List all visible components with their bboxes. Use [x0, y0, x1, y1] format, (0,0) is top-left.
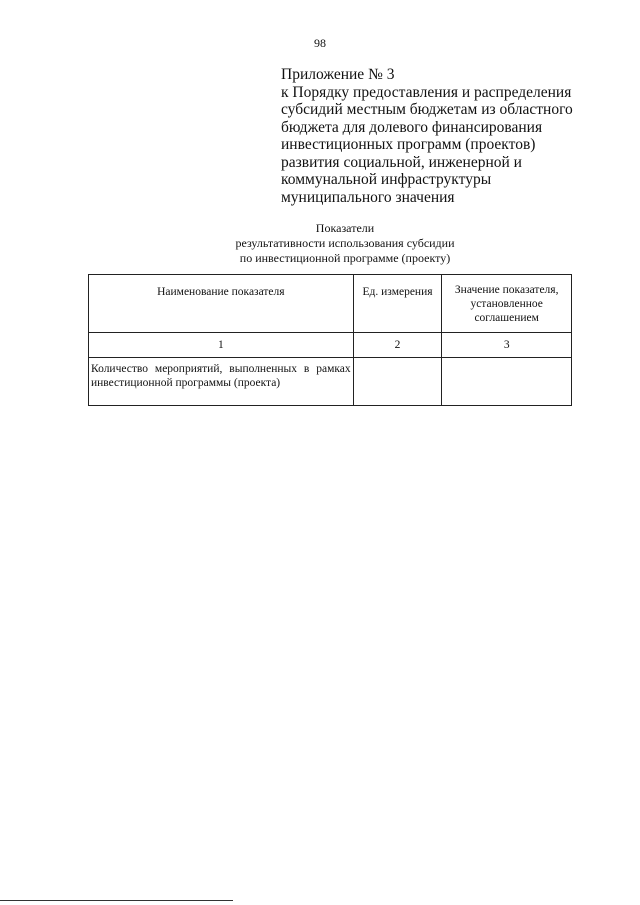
table-header-row: [89, 275, 572, 333]
header-value: [442, 275, 572, 333]
header-value-label: [442, 275, 571, 325]
appendix-line: к Порядку предоставления и распределения: [281, 83, 572, 101]
row-unit: [353, 358, 442, 406]
footer-divider: [0, 900, 233, 901]
appendix-line: инвестиционных программ (проектов): [281, 136, 536, 153]
header-unit: [353, 275, 442, 333]
header-unit-label: Ед. измерения: [362, 286, 433, 298]
column-number-2: 2: [353, 333, 442, 358]
indicators-table: [88, 274, 572, 406]
appendix-line: бюджета для долевого финансирования: [281, 118, 543, 136]
row-indicator-name: [89, 358, 354, 406]
header-indicator-name: [89, 275, 354, 333]
header-indicator-name-label: Наименование показателя: [157, 286, 285, 298]
appendix-title: Приложение № 3: [281, 66, 395, 83]
appendix-heading: [281, 66, 621, 206]
table-caption: [0, 221, 640, 266]
column-number-row: [89, 333, 572, 358]
caption-title: Показатели: [315, 221, 375, 235]
page-number: 98: [314, 36, 326, 50]
header-value-line: соглашением: [474, 312, 539, 324]
appendix-line: развития социальной, инженерной и: [281, 153, 522, 171]
table-row: [89, 358, 572, 406]
row-indicator-name-text: Количество мероприятий, выполненных в рамках инвестиционной программы (проекта): [91, 363, 351, 389]
caption-line: по инвестиционной программе (проекту): [239, 251, 451, 265]
column-number-3: 3: [442, 333, 572, 358]
caption-line: результативности использования субсидии: [235, 236, 455, 250]
column-number-1: 1: [89, 333, 354, 358]
appendix-line: субсидий местным бюджетам из областного: [281, 101, 573, 118]
appendix-line: коммунальной инфраструктуры: [281, 171, 492, 188]
header-value-line: установленное: [470, 298, 543, 310]
appendix-line: муниципального значения: [281, 188, 455, 206]
row-value: [442, 358, 572, 406]
header-value-line: Значение показателя,: [454, 284, 559, 296]
